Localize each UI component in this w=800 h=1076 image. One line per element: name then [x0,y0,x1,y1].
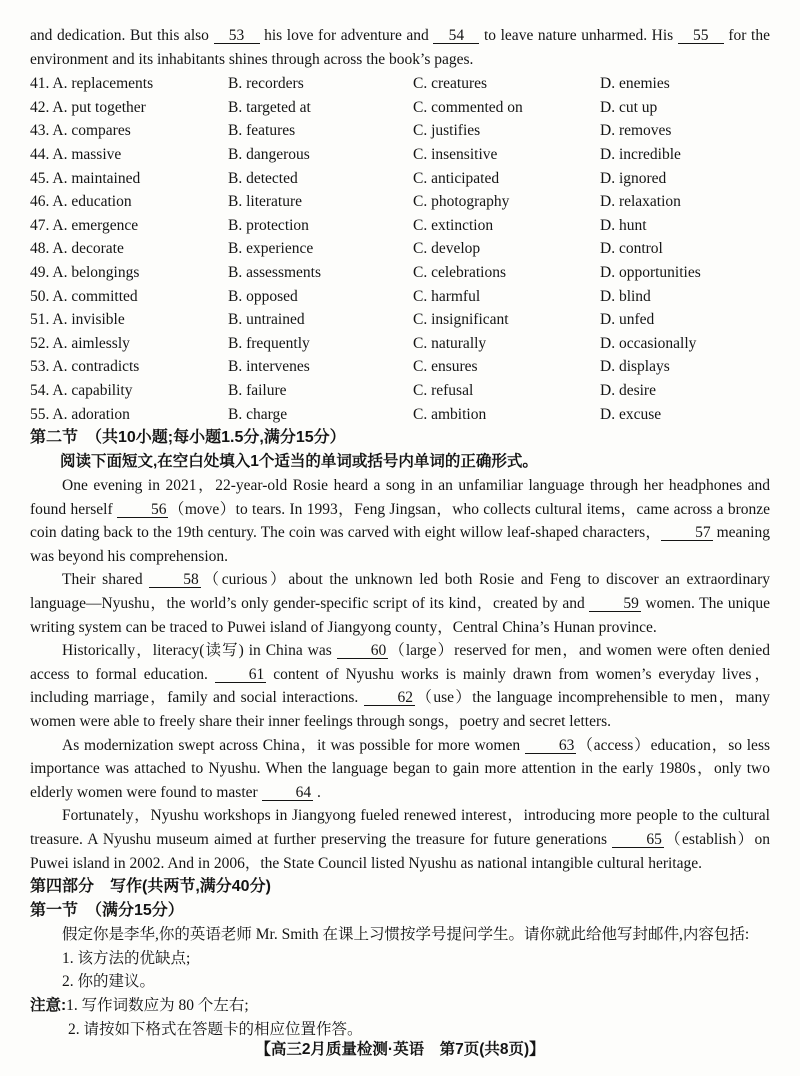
option-53-c: C. ensures [413,358,478,376]
option-44-c: C. insensitive [413,145,498,163]
option-41-d: D. enemies [600,75,670,93]
option-44-a: 44. A. massive [30,145,122,163]
option-row-48 [30,237,770,261]
option-42-a: 42. A. put together [30,98,146,116]
option-48-d: D. control [600,240,663,258]
options-table [30,72,770,426]
option-45-c: C. anticipated [413,169,500,187]
option-50-d: D. blind [600,287,651,305]
note-2: 2. 请按如下格式在答题卡的相应位置作答。 [68,1020,363,1038]
option-row-50 [30,285,770,309]
option-row-53 [30,355,770,379]
option-48-a: 48. A. decorate [30,240,124,258]
option-52-d: D. occasionally [600,334,697,352]
blank-53: 53 [214,28,260,44]
option-46-b: B. literature [228,193,303,211]
option-51-a: 51. A. invisible [30,311,125,329]
blank-59: 59 [589,596,641,612]
option-49-d: D. opportunities [600,263,701,281]
option-row-55 [30,403,770,427]
option-row-44 [30,143,770,167]
option-47-a: 47. A. emergence [30,216,139,234]
section2-header: 第二节 （共10小题;每小题1.5分,满分15分） [30,429,346,447]
writing-point-1: 1. 该方法的优缺点; [62,949,191,967]
option-43-c: C. justifies [413,122,481,140]
section2-instruction: 阅读下面短文,在空白处填入1个适当的单词或括号内单词的正确形式。 [60,453,538,471]
option-54-a: 54. A. capability [30,381,133,399]
option-41-a: 41. A. replacements [30,75,154,93]
blank-56: 56 [117,502,169,518]
option-45-b: B. detected [228,169,298,187]
blank-62: 62 [364,690,416,706]
blank-65: 65 [612,832,664,848]
option-row-42 [30,96,770,120]
option-41-c: C. creatures [413,75,488,93]
option-45-d: D. ignored [600,169,667,187]
option-45-a: 45. A. maintained [30,169,141,187]
blank-57: 57 [661,525,713,541]
option-row-47 [30,214,770,238]
passage-paragraph-5: Fortunately，Nyushu workshops in Jiangyong fueled renewed interest，introducing more people to the cultural treasure. A Nyushu museum aimed at further preserving the treasure for future generations 65 （establish）on Puwei island in 2002. And in 2006，the State Council listed Nyushu as national intangible cultural heritage. [30,807,770,872]
option-43-d: D. removes [600,122,672,140]
blank-55: 55 [678,28,724,44]
option-54-c: C. refusal [413,381,474,399]
option-50-a: 50. A. committed [30,287,138,305]
option-55-d: D. excuse [600,405,662,423]
part4-header: 第四部分 写作(共两节,满分40分) [30,878,271,896]
writing-task: 假定你是李华,你的英语老师 Mr. Smith 在课上习惯按学号提问学生。请你就此给他写封邮件,内容包括: [62,926,750,944]
option-47-c: C. extinction [413,216,494,234]
note-1-text: 1. 写作词数应为 80 个左右; [66,996,249,1014]
option-46-c: C. photography [413,193,510,211]
option-55-c: C. ambition [413,405,487,423]
passage-paragraph-1: One evening in 2021，22-year-old Rosie heard a song in an unfamiliar language through her headphones and found herself 56 （move）to tears. In 1993，Feng Jingsan，who collects cultural items，came across a bronze coin dating back to the 19th century. The coin was carved with eight willow leaf-shaped characters， 57 meaning was beyond his comprehension. [30,477,770,565]
option-50-b: B. opposed [228,287,298,305]
option-43-b: B. features [228,122,296,140]
option-row-45 [30,167,770,191]
option-52-b: B. frequently [228,334,310,352]
blank-60: 60 [337,643,389,659]
writing-point-2: 2. 你的建议。 [62,973,156,991]
option-row-49 [30,261,770,285]
option-51-d: D. unfed [600,311,655,329]
option-53-b: B. intervenes [228,358,310,376]
blank-63: 63 [525,738,577,754]
option-42-c: C. commented on [413,98,523,116]
option-51-c: C. insignificant [413,311,509,329]
option-44-b: B. dangerous [228,145,310,163]
option-41-b: B. recorders [228,75,304,93]
note-1 [30,994,770,1018]
option-53-d: D. displays [600,358,670,376]
option-54-b: B. failure [228,381,287,399]
writing-section [30,899,770,1041]
blank-61: 61 [215,667,267,683]
option-47-b: B. protection [228,216,309,234]
option-55-a: 55. A. adoration [30,405,130,423]
section1-header: 第一节 （满分15分） [30,902,184,920]
option-53-a: 53. A. contradicts [30,358,140,376]
option-54-d: D. desire [600,381,656,399]
page-footer: 【高三2月质量检测·英语 第7页(共8页)】 [255,1041,545,1059]
note-label: 注意: [30,996,67,1014]
option-46-d: D. relaxation [600,193,681,211]
option-55-b: B. charge [228,405,288,423]
cloze-tail-paragraph: and dedication. But this also 53 his love for adventure and 54 to leave nature unharmed. His 55 for the environment and its inhabitants shines through across the book’s pages. [30,27,770,68]
option-48-c: C. develop [413,240,481,258]
option-row-52 [30,332,770,356]
option-row-54 [30,379,770,403]
option-49-c: C. celebrations [413,263,506,281]
option-52-a: 52. A. aimlessly [30,334,130,352]
option-row-51 [30,308,770,332]
passage-paragraph-4: As modernization swept across China，it was possible for more women 63 （access）education，so less importance was attached to Nyushu. When the language began to gain more attention in the early 1980s，only two elderly women were found to master 64 . [30,736,771,801]
cloze-passage [30,474,770,875]
option-row-46 [30,190,770,214]
option-49-a: 49. A. belongings [30,263,140,281]
option-52-c: C. naturally [413,334,487,352]
option-row-43 [30,119,770,143]
blank-58: 58 [149,572,201,588]
option-42-b: B. targeted at [228,98,311,116]
blank-54: 54 [433,28,479,44]
passage-paragraph-3: Historically，literacy(读写) in China was 60 （large）reserved for men，and women were often denied access to formal education. 61 content of Nyushu works is mainly drawn from women’s everyday lives，including marriage，family and social interactions. 62 （use）the language incomprehensible to men，many women were able to freely share their inner feelings through songs，poetry and secret letters. [30,642,770,731]
option-47-d: D. hunt [600,216,647,234]
option-row-41 [30,72,770,96]
option-50-c: C. harmful [413,287,481,305]
option-44-d: D. incredible [600,145,681,163]
option-51-b: B. untrained [228,311,305,329]
blank-64: 64 [262,785,314,801]
option-48-b: B. experience [228,240,314,258]
option-46-a: 46. A. education [30,193,132,211]
passage-paragraph-2: Their shared 58 （curious）about the unknown led both Rosie and Feng to discover an extraordinary language—Nyushu，the world’s only gender-specific script of its kind，created by and 59 women. The unique writing system can be traced to Puwei island of Jiangyong county，Central China’s Hunan province. [30,571,771,636]
option-49-b: B. assessments [228,263,321,281]
option-42-d: D. cut up [600,98,658,116]
option-43-a: 43. A. compares [30,122,131,140]
